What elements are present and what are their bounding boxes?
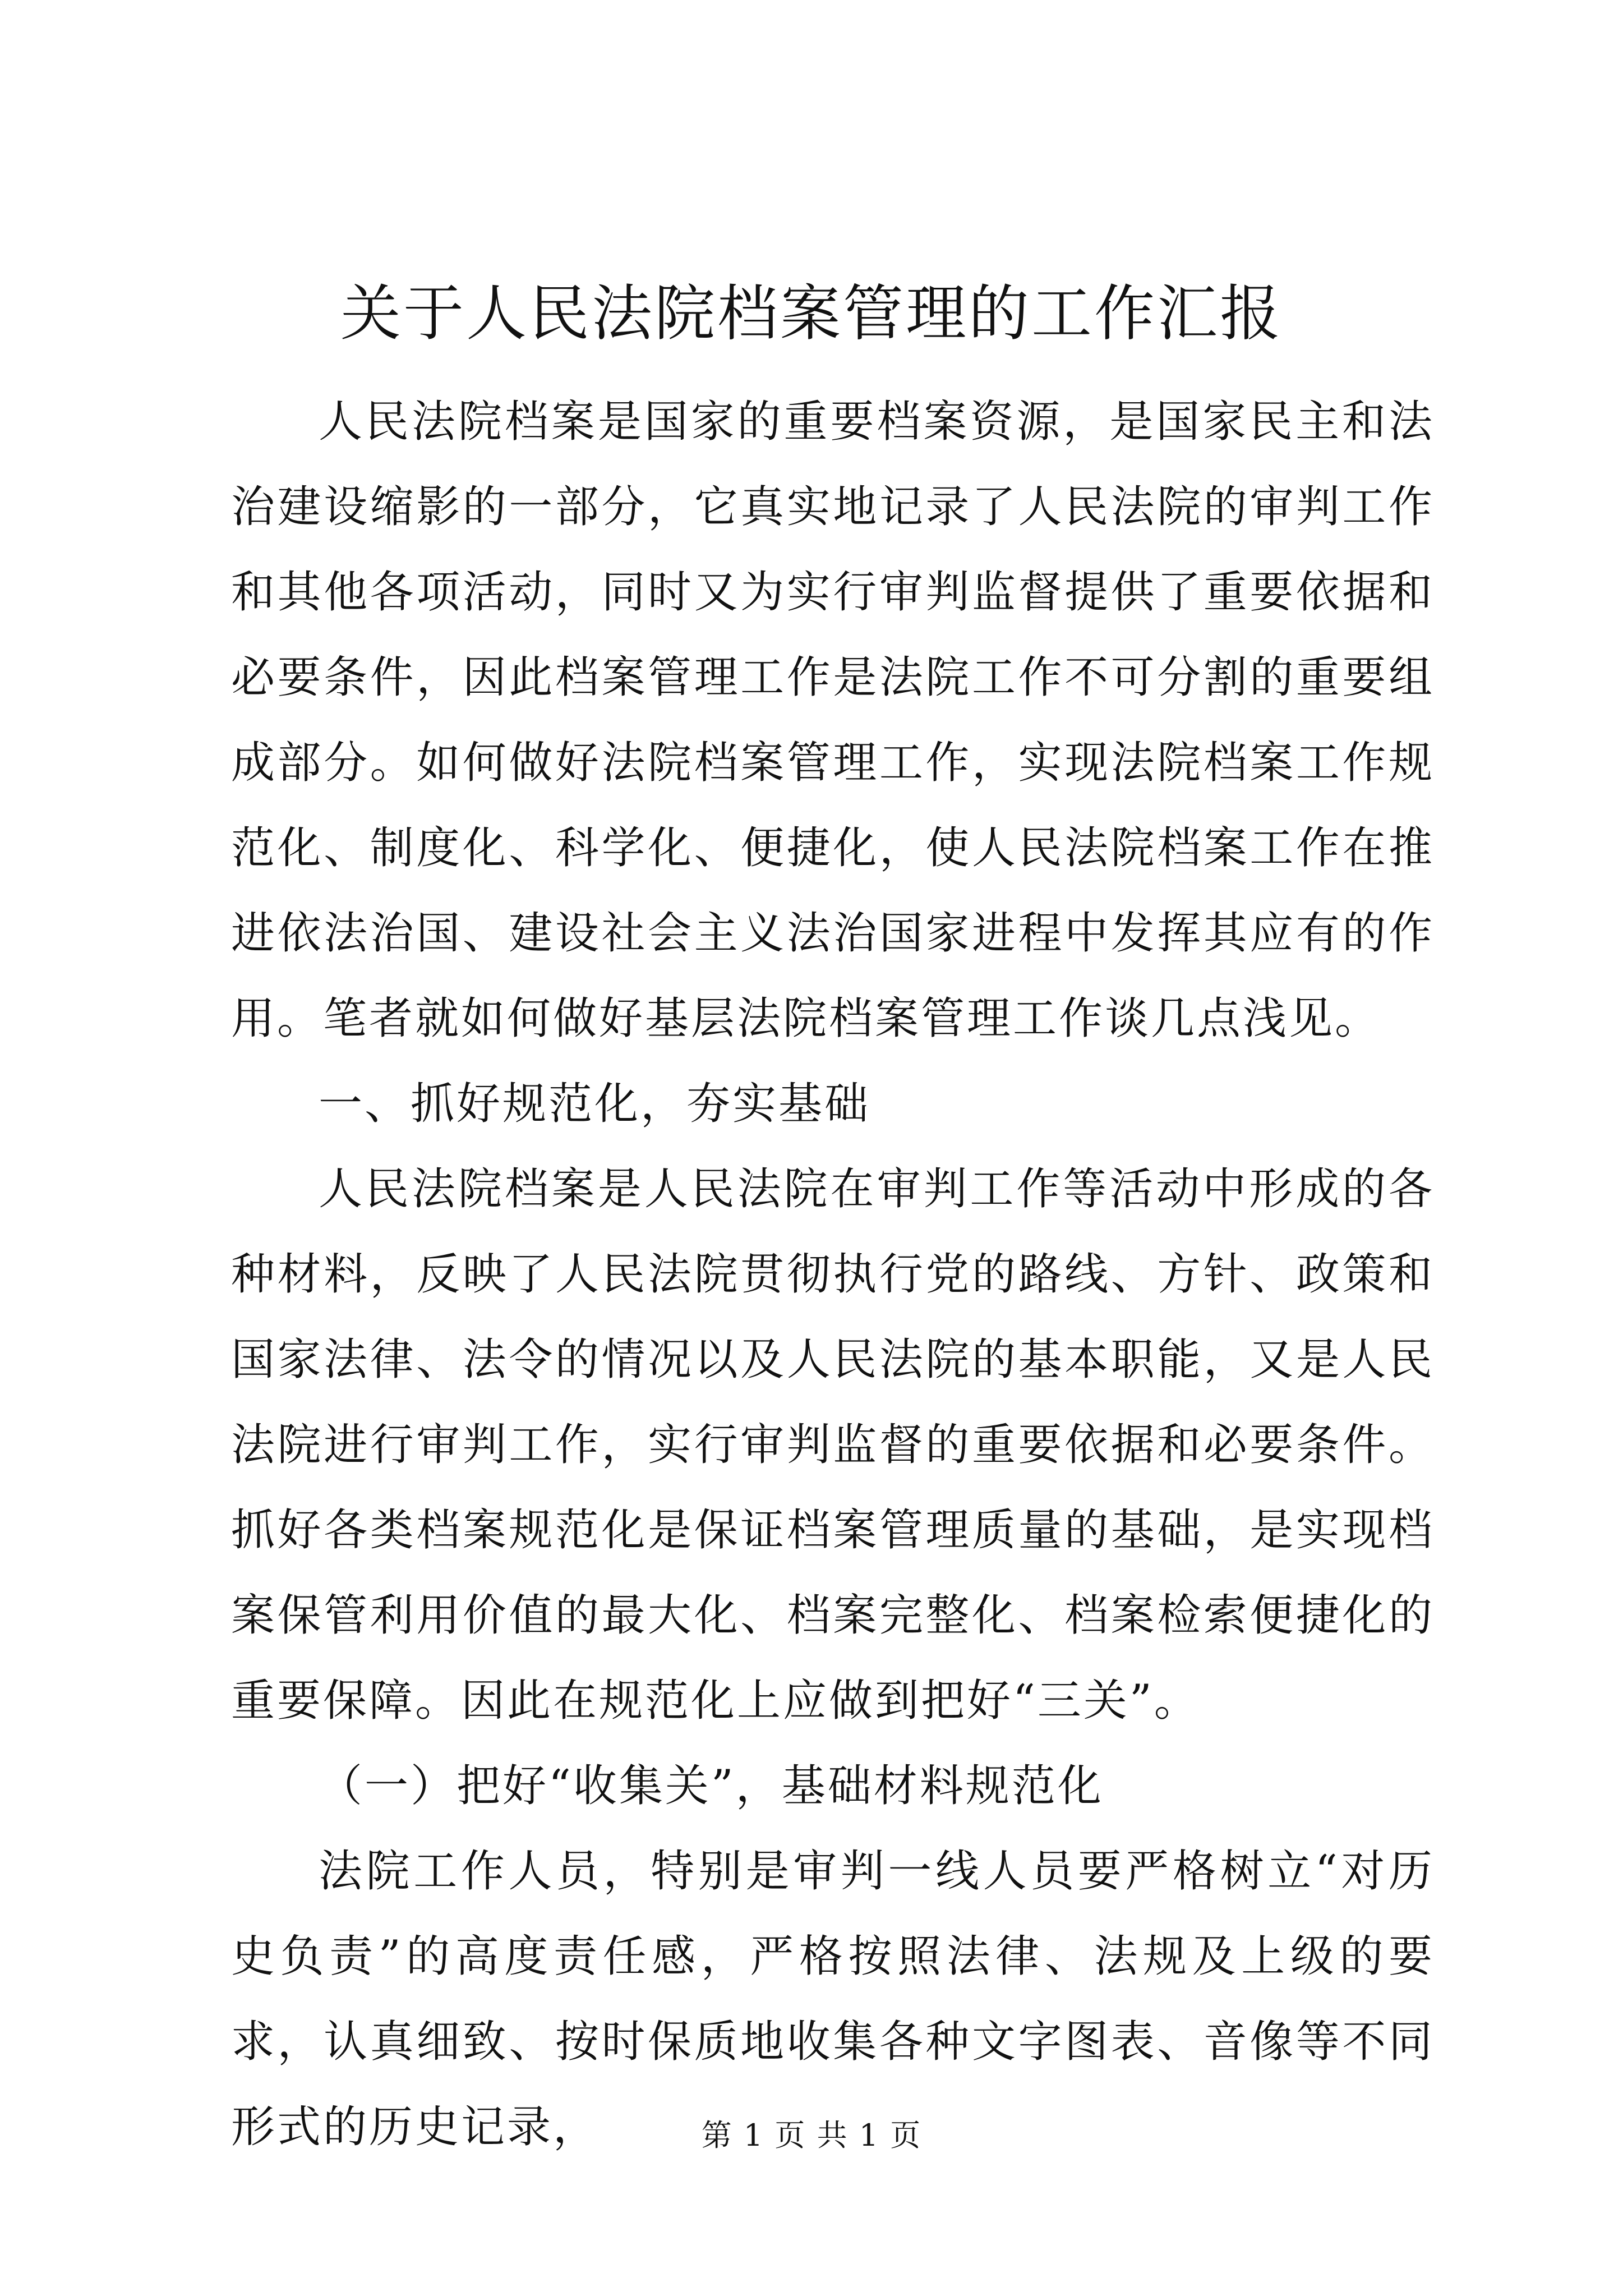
subsection-heading: （一）把好“收集关”，基础材料规范化	[319, 1761, 1104, 1811]
paragraph-subsection-one: 法院工作人员，特别是审判一线人员要严格树立“对历史负责”的高度责任感，严格按照法律、法规及上级的要求，认真细致、按时保质地收集各种文字图表、音像等不同形式的历史记录，	[231, 1846, 1435, 2152]
document-body	[231, 379, 1435, 2170]
paragraph-section-one: 人民法院档案是人民法院在审判工作等活动中形成的各种材料，反映了人民法院贯彻执行党的路线、方针、政策和国家法律、法令的情况以及人民法院的基本职能，又是人民法院进行审判工作，实行审判监督的重要依据和必要条件。抓好各类档案规范化是保证档案管理质量的基础，是实现档案保管利用价值的最大化、档案完整化、档案检索便捷化的重要保障。因此在规范化上应做到把好“三关”。	[231, 1164, 1435, 1726]
section-heading: 一、抓好规范化，夯实基础	[319, 1079, 871, 1129]
document-title: 关于人民法院档案管理的工作汇报	[340, 279, 1283, 349]
page-number-footer: 第 1 页 共 1 页	[701, 2118, 922, 2153]
paragraph-intro: 人民法院档案是国家的重要档案资源，是国家民主和法治建设缩影的一部分，它真实地记录了人民法院的审判工作和其他各项活动，同时又为实行审判监督提供了重要依据和必要条件，因此档案管理工作是法院工作不可分割的重要组成部分。如何做好法院档案管理工作，实现法院档案工作规范化、制度化、科学化、便捷化，使人民法院档案工作在推进依法治国、建设社会主义法治国家进程中发挥其应有的作用。笔者就如何做好基层法院档案管理工作谈几点浅见。	[231, 397, 1435, 1044]
